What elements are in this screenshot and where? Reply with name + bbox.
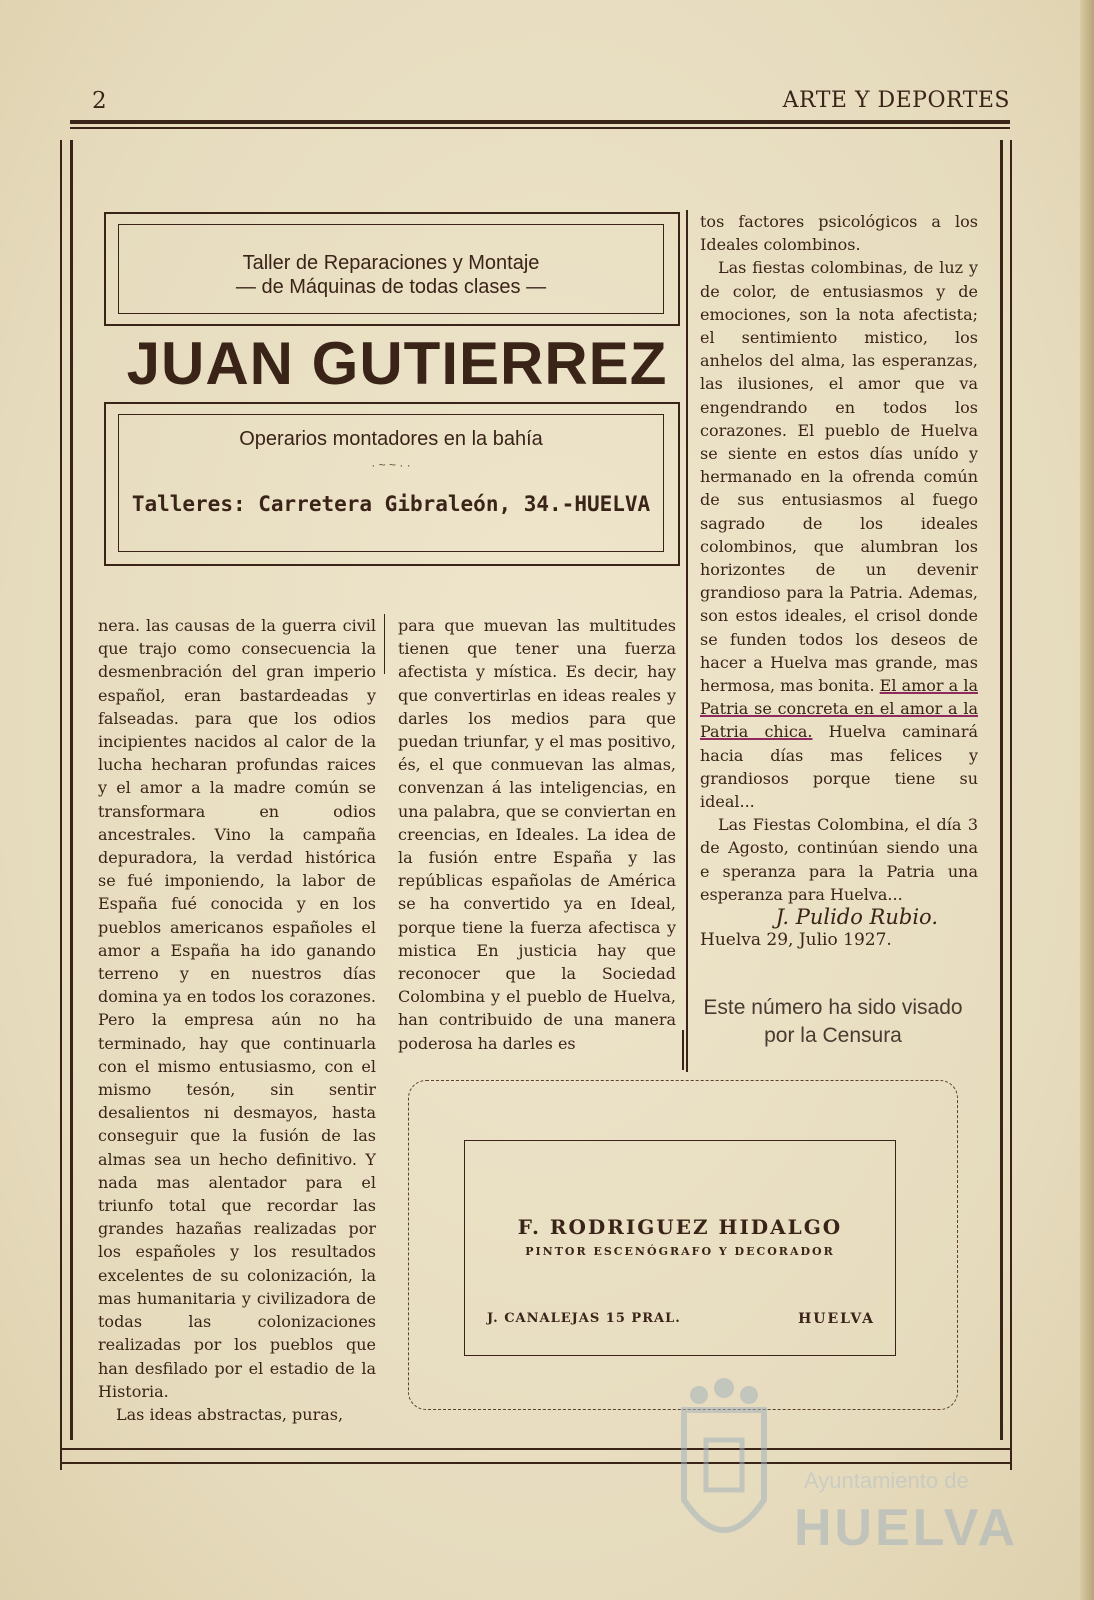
article-column-1 <box>98 614 376 1426</box>
ad-rodriguez-card <box>464 1140 896 1356</box>
column-3-paragraph-3: Las Fiestas Colombina, el día 3 de Agosto, continúan siendo una e speranza para la Patria una esperanza para Huelva... <box>700 815 978 904</box>
censorship-line-2: por la Censura <box>764 1024 902 1047</box>
frame-right-inner <box>1000 140 1003 1440</box>
ad-rodriguez-name: F. RODRIGUEZ HIDALGO <box>517 1215 843 1239</box>
frame-left-inner <box>70 140 73 1440</box>
article-column-2 <box>398 614 676 1055</box>
column-rule-middle-right <box>682 1030 684 1070</box>
column-3-paragraph-2 <box>700 256 978 813</box>
column-1-paragraph: nera. las causas de la guerra civil que trajo como consecuencia la desmenbración del gran imperio español, eran bastardeadas y falseadas. para que los odios incipientes nacidos al calor de la lucha hecharan profundas raices y el amor a la madre común se transformara en odios ancestrales. Vino la campaña depuradora, la verdad histórica se fué imponiendo, la labor de España fué conocida y en los pueblos americanos españoles el amor a España ha ido ganando terreno y en nuestros días domina ya en todos los corazones. Pero la empresa aún no ha terminado, hay que continuarla con el mismo entusiasmo, con el mismo tesón, sin sentir desalientos ni desmayos, hasta conseguir que la fusión de las almas sea un hecho definitivo. Y nada mas alentador para el triunfo total que recordar las grandes hazañas realizadas por los españoles y los resultados excelentes de su colonización, la mas humanitaria y civilizadora de todas las colonizaciones realizadas por los pueblos que han desfilado por el estadio de la Historia. <box>98 616 376 1401</box>
ad-gutierrez-line1: Taller de Reparaciones y Montaje <box>242 252 540 274</box>
watermark-small-text: Ayuntamiento de <box>804 1468 969 1493</box>
column-3-paragraph-1: tos factores psicológicos a los Ideales colombinos. <box>700 212 978 255</box>
column-3-text-b: Huelva caminará hacia días mas felices y grandiosos porque tiene su ideal... <box>700 722 979 812</box>
censorship-line-1: Este número ha sido visado <box>703 996 963 1019</box>
ad-rodriguez-trade: PINTOR ESCENÓGRAFO Y DECORADOR <box>525 1245 835 1258</box>
ad-gutierrez-name: JUAN GUTIERREZ <box>126 330 668 397</box>
ad-rodriguez-address: J. CANALEJAS 15 PRAL. <box>487 1311 681 1326</box>
archive-watermark <box>664 1370 1019 1580</box>
frame-right-outer <box>1010 140 1012 1470</box>
dateline: Huelva 29, Julio 1927. <box>700 930 892 951</box>
column-3-text-a: Las fiestas colombinas, de luz y de color, de entusiasmos y de emociones, son la nota afectista; el sentimiento mistico, los anhelos del alma, las esperanzas, las ilusiones, el amor que va engendrando en todos los corazones. El pueblo de Huelva se siente en estos días unído y hermanado en la ofrenda común de sus entusiasmos al fuego sagrado de los ideales colombinos, que alumbran los horizontes de un devenir grandioso para la Patria. Ademas, son estos ideales, el crisol donde se funden todos los deseos de hacer a Huelva mas grande, mas hermosa, mas bonita. <box>700 258 978 696</box>
page-edge <box>1080 0 1094 1600</box>
running-title: ARTE Y DEPORTES <box>782 88 1010 113</box>
coat-of-arms-icon <box>664 1370 784 1570</box>
article-column-3 <box>700 210 978 953</box>
ad-gutierrez-address: Talleres: Carretera Gibraleón, 34.-HUELVA <box>131 492 651 516</box>
header-rule-thin <box>70 127 1010 129</box>
censorship-note <box>692 994 974 1050</box>
frame-left-outer <box>60 140 62 1470</box>
page-number: 2 <box>92 88 107 114</box>
watermark-text: HUELVA <box>794 1499 1019 1557</box>
column-rule-middle-left <box>384 614 385 674</box>
signature: J. Pulido Rubio. <box>775 905 938 930</box>
column-2-paragraph: para que muevan las multitudes tienen que tener una fuerza afectista y mística. Es decir, hay que convertirlas en ideas reales y darles los medios para que puedan triunfar, y el mas positivo, és, el que conmuevan las almas, convenzan á las inteligencias, en una palabra, que se conviertan en creencias, en Ideales. La idea de la fusión entre España y las repúblicas españolas de América se ha convertido ya en Ideal, porque tiene la fuerza afectisca y mistica En justicia hay que reconocer que la Sociedad Colombina y el pueblo de Huelva, han contribuido de una manera poderosa ha darles es <box>398 616 676 1053</box>
ad-rodriguez-city: HUELVA <box>798 1311 875 1327</box>
header-rule <box>70 120 1010 124</box>
ad-gutierrez-line3: Operarios montadores en la bahía <box>239 428 543 450</box>
ad-gutierrez-line2: — de Máquinas de todas clases — <box>235 276 547 298</box>
ad-gutierrez-ornament: · ~ ~ · · <box>371 458 411 472</box>
column-3-underlined-text: El amor a la Patria se concreta en el amor a la Patria chica. <box>700 676 978 742</box>
column-1-paragraph-2: Las ideas abstractas, puras, <box>116 1404 344 1424</box>
column-rule-right <box>686 210 688 1072</box>
